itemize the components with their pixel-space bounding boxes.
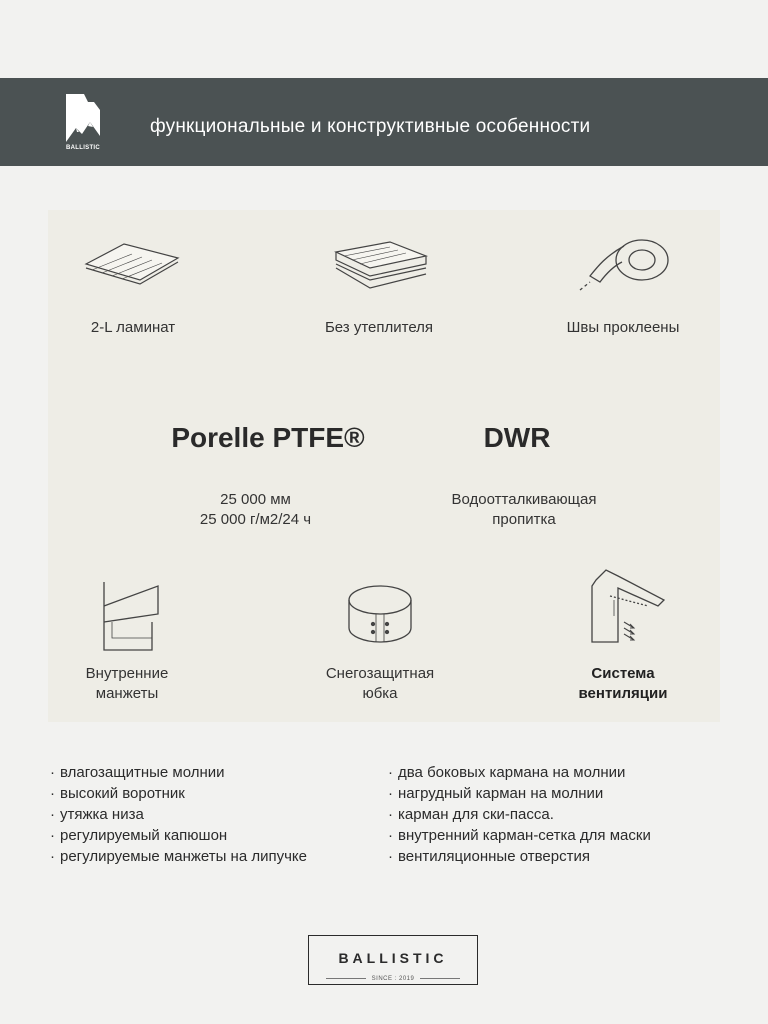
dwr-line1: Водоотталкивающая: [451, 491, 597, 508]
snow-skirt-icon: [344, 578, 416, 650]
membrane-specs: [168, 490, 343, 530]
list-item: · высокий воротник: [50, 783, 307, 804]
header-bar: [0, 78, 768, 166]
feature-no-insulation-label: Без утеплителя: [324, 319, 434, 336]
seam-tape-icon: [576, 232, 676, 294]
feature-laminate-label: 2-L ламинат: [90, 319, 176, 336]
dwr-title: DWR: [483, 422, 551, 453]
features-list-left: [50, 762, 307, 867]
feature-snow-skirt-label: Снегозащитная юбка: [325, 665, 435, 702]
no-insulation-icon: [330, 238, 430, 296]
features-panel: [48, 210, 720, 722]
laminate-layers-icon: [82, 240, 182, 295]
feature-taped-seams-label: Швы проклеены: [566, 319, 680, 336]
list-item: · вентиляционные отверстия: [388, 846, 651, 867]
features-list-right: [388, 762, 651, 867]
feature-ventilation-label: Система вентиляции: [578, 665, 668, 702]
membrane-waterproof: 25 000 мм: [220, 491, 291, 508]
list-item: · два боковых кармана на молнии: [388, 762, 651, 783]
footer-logo: [308, 935, 478, 985]
page-title: функциональные и конструктивные особенности: [150, 116, 591, 137]
dwr-line2: пропитка: [492, 511, 556, 528]
list-item: · регулируемые манжеты на липучке: [50, 846, 307, 867]
list-item: · утяжка низа: [50, 804, 307, 825]
list-item: · регулируемый капюшон: [50, 825, 307, 846]
list-item: · карман для ски-пасса.: [388, 804, 651, 825]
list-item: · влагозащитные молнии: [50, 762, 307, 783]
logo-text: BALLISTIC: [66, 145, 101, 151]
inner-cuff-icon: [98, 578, 168, 654]
list-item: · внутренний карман-сетка для маски: [388, 825, 651, 846]
footer-since: SINCE : 2019: [309, 976, 477, 982]
feature-inner-cuff-label: Внутренние манжеты: [85, 665, 169, 702]
footer-brand: BALLISTIC: [338, 950, 448, 966]
ventilation-icon: [588, 566, 670, 646]
list-item: · нагрудный карман на молнии: [388, 783, 651, 804]
membrane-title: Porelle PTFE®: [171, 422, 365, 453]
dwr-specs: [424, 490, 624, 530]
membrane-breathability: 25 000 г/м2/24 ч: [199, 511, 312, 528]
